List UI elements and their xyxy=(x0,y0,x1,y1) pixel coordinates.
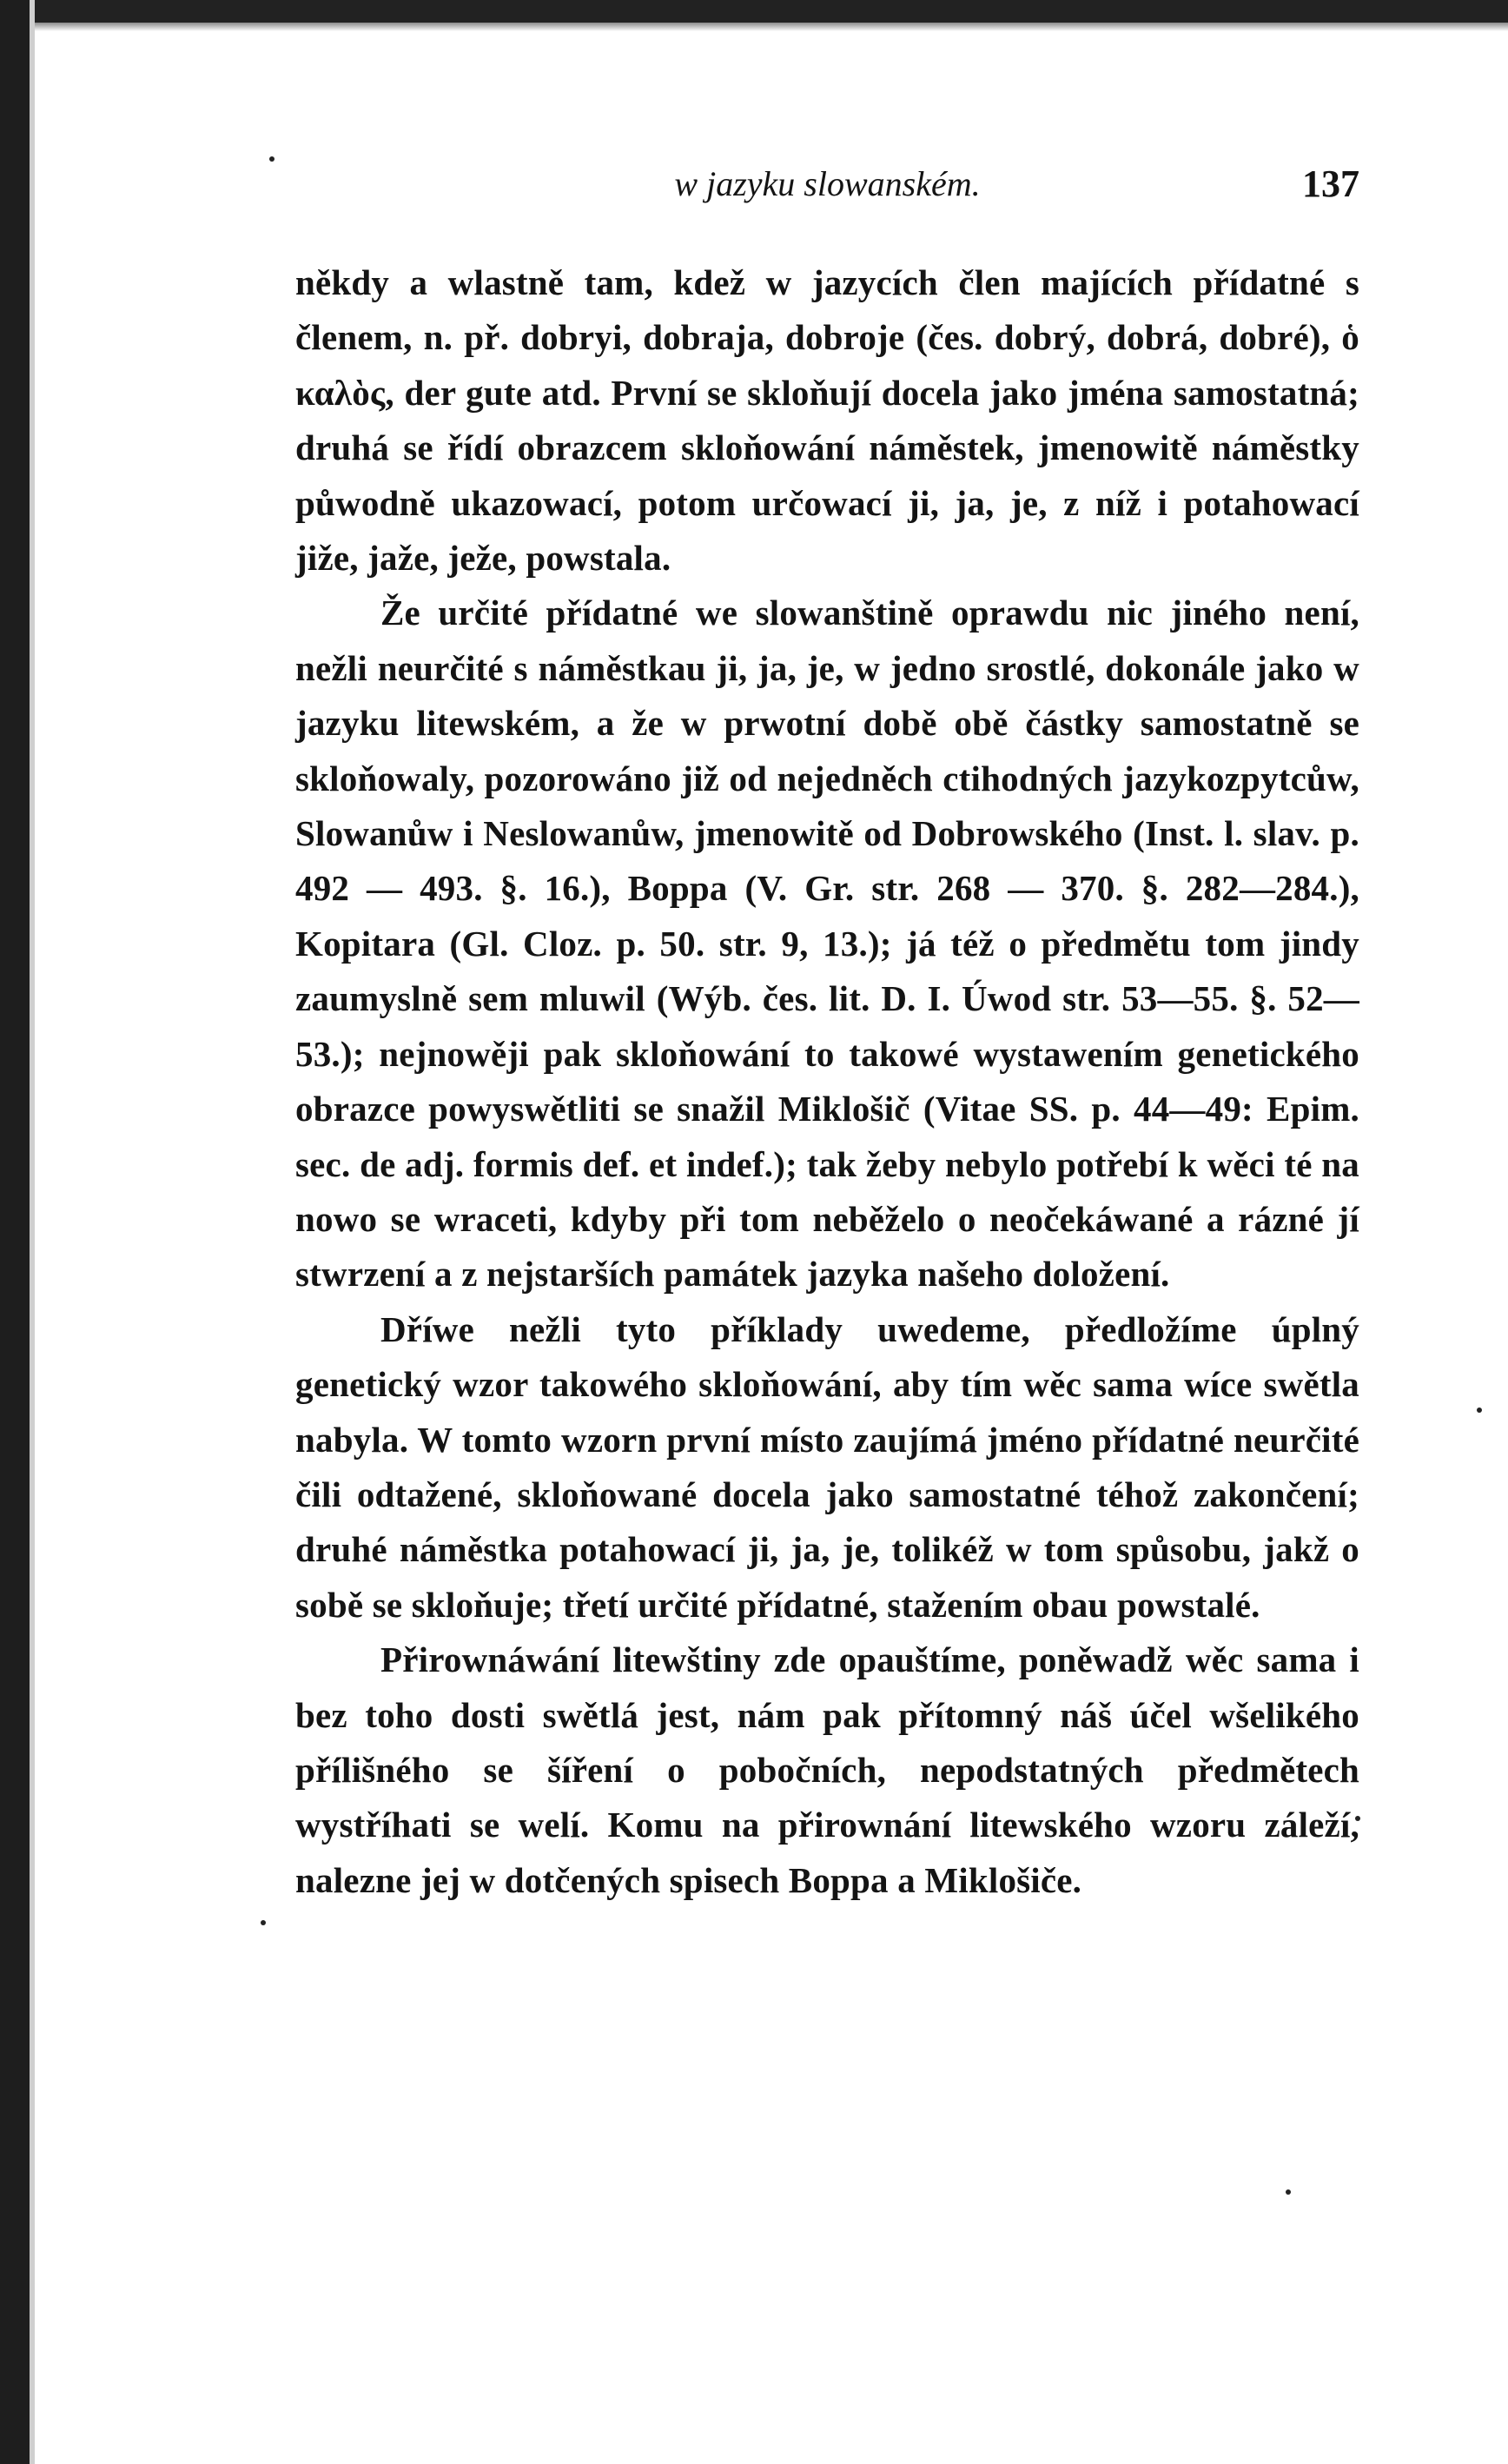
scan-top-border xyxy=(35,0,1508,23)
running-title: w jazyku slowanském. xyxy=(674,164,981,203)
body-text xyxy=(295,255,1359,1908)
paragraph-1: někdy a wlastně tam, kdež w jazycích člen majících přídatné s členem, n. př. dobryi, dobraja, dobroje (čes. dobrý, dobrá, dobré), ὁ καλὸς, der gute atd. První se skloňují docela jako jména samostatná; druhá se řídí obrazcem skloňowání náměstek, jmenowitě náměstky půwodně ukazowací, potom určowací ji, ja, je, z níž i potahowací jiže, jaže, ježe, powstala. xyxy=(295,262,1359,579)
page-number: 137 xyxy=(1302,162,1359,205)
speck xyxy=(261,1920,266,1925)
paragraph-3: Dříwe nežli tyto příklady uwedeme, předložíme úplný genetický wzor takowého skloňowání, aby tím wěc sama wíce swětla nabyla. W tomto wzorn první místo zaujímá jméno přídatné neurčité čili odtažené, skloňowané docela jako samostatné téhož zakončení; druhé náměstka potahowací ji, ja, je, tolikéž w tom spůsobu, jakž o sobě se skloňuje; třetí určité přídatné, stažením obau powstalé. xyxy=(295,1308,1359,1625)
paragraph-4: Přirownáwání litewštiny zde opauštíme, poněwadž wěc sama i bez toho dosti swětlá jest, nám pak přítomný náš účel wšelikého přílišného se šíření o pobočních, nepodstatných předmětech wystříhati se welí. Komu na přirownání litewského wzoru záleží, nalezne jej w dotčených spisech Boppa a Miklošiče. xyxy=(295,1639,1359,1900)
speck xyxy=(269,156,274,162)
paragraph-2: Že určité přídatné we slowanštině oprawdu nic jiného není, nežli neurčité s náměstkau ji, ja, je, w jedno srostlé, dokonále jako w jazyku litewském, a že w prwotní době obě částky samostatně se skloňowaly, pozorowáno již od nejedněch ctihodných jazykozpytcůw, Slowanůw i Neslowanůw, jmenowitě od Dobrowského (Inst. l. slav. p. 492 — 493. §. 16.), Boppa (V. Gr. str. 268 — 370. §. 282—284.), Kopitara (Gl. Cloz. p. 50. str. 9, 13.); já též o předmětu tom jindy zaumyslně sem mluwil (Wýb. čes. lit. D. I. Úwod str. 53—55. §. 52—53.); nejnowěji pak skloňowání to takowé wystawením genetického obrazce powyswětliti se snažil Miklošič (Vitae SS. p. 44—49: Epim. sec. de adj. formis def. et indef.); tak žeby nebylo potřebí k wěci té na nowo se wraceti, kdyby při tom neběželo o neočekáwané a rázné jí stwrzení a z nejstarších památek jazyka našeho doložení. xyxy=(295,593,1359,1295)
speck xyxy=(1477,1408,1482,1413)
speck xyxy=(1286,2189,1291,2195)
scan-left-border xyxy=(0,0,30,2464)
running-head xyxy=(295,156,1359,217)
book-page xyxy=(295,156,1359,1908)
